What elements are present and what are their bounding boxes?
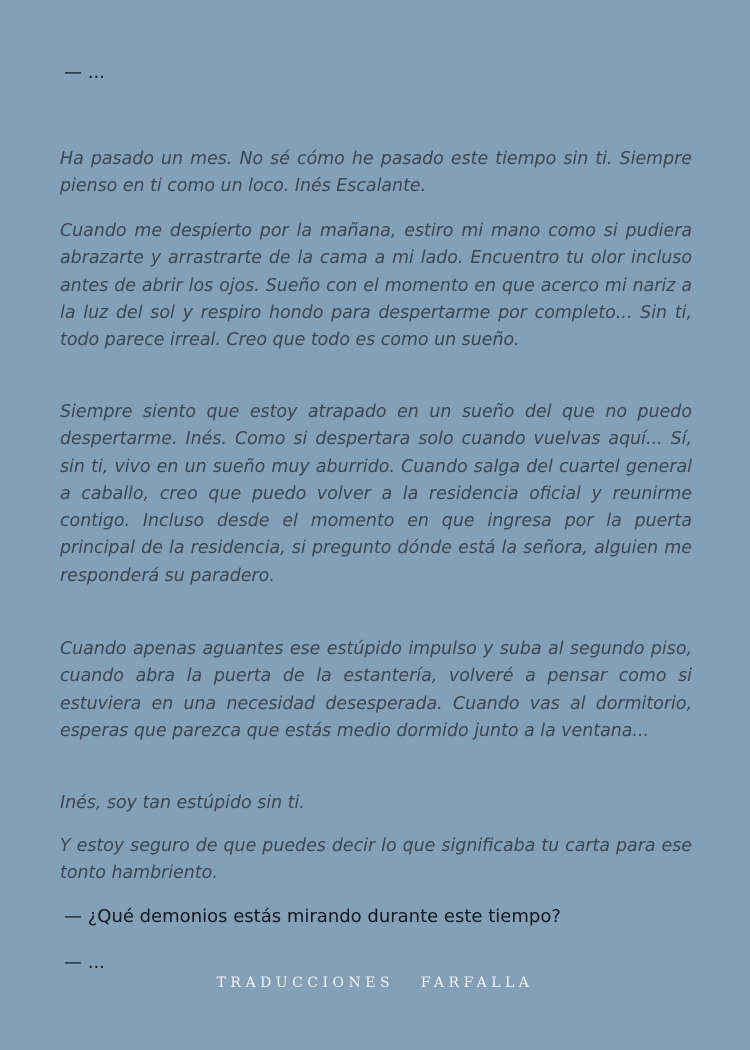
letter-paragraph: Cuando me despierto por la mañana, estiro mi mano como si pudiera abrazarte y arrastrarte de la cama a mi lado. Encuentro tu olor incluso antes de abrir los ojos. Sueño con el momento en que acerco mi nariz a la luz del sol y respiro hondo para despertarme por completo... Sin ti, todo parece irreal. Creo que todo es como un sueño. xyxy=(60,221,692,351)
translator-credit: TRADUCCIONES FARFALLA xyxy=(216,975,534,991)
letter-paragraph: Ha pasado un mes. No sé cómo he pasado este tiempo sin ti. Siempre pienso en ti como un loco. Inés Escalante. xyxy=(60,149,692,197)
letter-paragraph: Inés, soy tan estúpido sin ti. xyxy=(60,793,305,813)
dialogue-question: — ¿Qué demonios estás mirando durante este tiempo? xyxy=(64,906,561,927)
dialogue-line: — ... xyxy=(64,62,105,83)
letter-paragraph: Siempre siento que estoy atrapado en un sueño del que no puedo despertarme. Inés. Como si despertara solo cuando vuelvas aquí... Sí, sin ti, vivo en un sueño muy aburrido. Cuando salga del cuartel general a caballo, creo que puedo volver a la residencia oficial y reunirme contigo. Incluso desde el momento en que ingresa por la puerta principal de la residencia, si pregunto dónde está la señora, alguien me responderá su paradero. xyxy=(60,402,692,586)
letter-paragraph: Cuando apenas aguantes ese estúpido impulso y suba al segundo piso, cuando abra la puerta de la estantería, volveré a pensar como si estuviera en una necesidad desesperada. Cuando vas al dormitorio, esperas que parezca que estás medio dormido junto a la ventana... xyxy=(60,639,692,741)
dialogue-end: — ... xyxy=(64,952,105,973)
letter-paragraph: Y estoy seguro de que puedes decir lo que significaba tu carta para ese tonto hambriento. xyxy=(60,836,692,884)
